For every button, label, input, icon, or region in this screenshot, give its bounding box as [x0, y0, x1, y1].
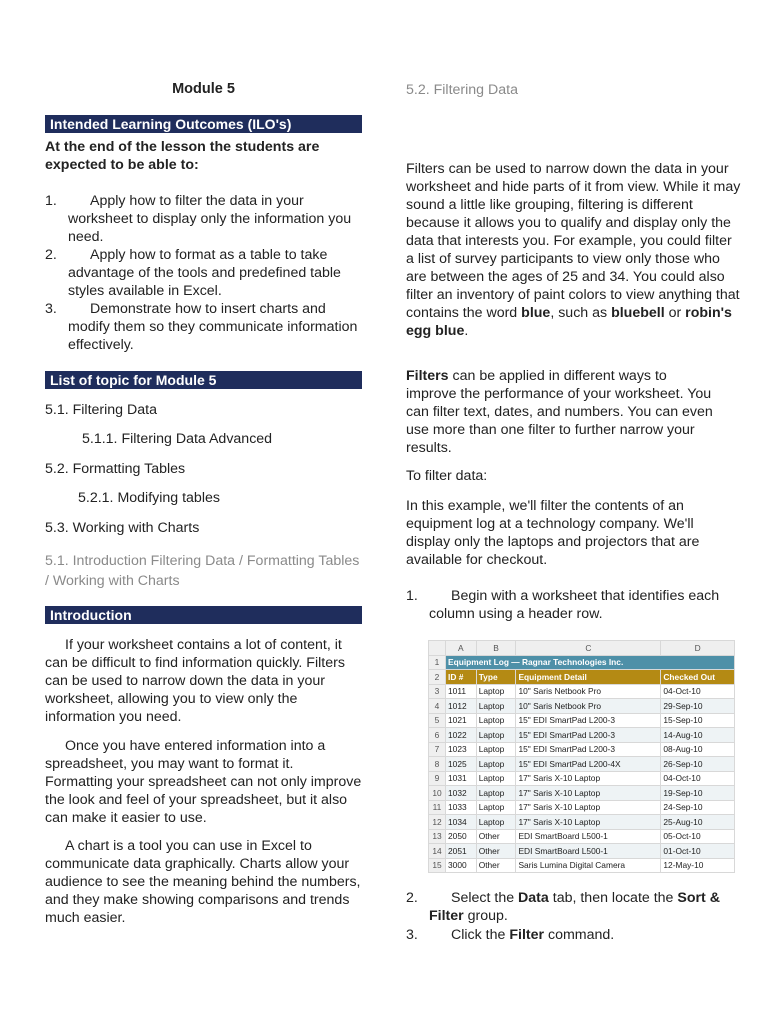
- table-cell: 08-Aug-10: [661, 742, 735, 757]
- table-cell: 1021: [446, 713, 477, 728]
- table-row: [429, 771, 735, 786]
- table-cell: 01-Oct-10: [661, 844, 735, 859]
- table-cell: 15" EDI SmartPad L200-4X: [516, 757, 661, 772]
- column-header: Equipment Detail: [516, 670, 661, 685]
- table-cell: Laptop: [476, 699, 516, 714]
- row-number: 14: [429, 844, 446, 859]
- table-row: [429, 800, 735, 815]
- table-cell: 05-Oct-10: [661, 829, 735, 844]
- table-cell: 26-Sep-10: [661, 757, 735, 772]
- row-number: 9: [429, 771, 446, 786]
- table-cell: 24-Sep-10: [661, 800, 735, 815]
- example-paragraph: In this example, we'll filter the contents of an equipment log at a technology company. We'll display only the laptops and projectors that are available for checkout.: [406, 498, 700, 568]
- table-cell: 15" EDI SmartPad L200-3: [516, 728, 661, 743]
- intro-paragraph: Once you have entered information into a spreadsheet, you may want to format it. Formatting your spreadsheet can not only improve the look and feel of your spreadsheet, but it also can make it easier to use.: [45, 738, 362, 826]
- table-cell: 17" Saris X-10 Laptop: [516, 800, 661, 815]
- introduction-banner: Introduction: [45, 606, 362, 624]
- row-number: 3: [429, 684, 446, 699]
- table-cell: Other: [476, 844, 516, 859]
- row-number: 7: [429, 742, 446, 757]
- column-letter: A: [446, 641, 477, 656]
- topic-item: 5.1. Filtering Data: [45, 402, 157, 418]
- table-cell: Laptop: [476, 757, 516, 772]
- topics-banner: List of topic for Module 5: [45, 371, 362, 389]
- table-row: [429, 728, 735, 743]
- table-cell: Laptop: [476, 742, 516, 757]
- intro-paragraph: A chart is a tool you can use in Excel to communicate data graphically. Charts allow your audience to see the meaning behind the numbers, and they make showing comparisons and trends much easier.: [45, 838, 361, 926]
- table-cell: 1031: [446, 771, 477, 786]
- row-number: 13: [429, 829, 446, 844]
- table-cell: 17" Saris X-10 Laptop: [516, 771, 661, 786]
- table-cell: 1022: [446, 728, 477, 743]
- column-letters-row: [429, 641, 735, 656]
- table-cell: Laptop: [476, 684, 516, 699]
- sheet-title-row: [429, 655, 735, 670]
- topic-item: 5.2. Formatting Tables: [45, 461, 186, 477]
- row-number: 15: [429, 858, 446, 873]
- column-letter: B: [476, 641, 516, 656]
- table-cell: 12-May-10: [661, 858, 735, 873]
- table-cell: 15-Sep-10: [661, 713, 735, 728]
- table-cell: 1023: [446, 742, 477, 757]
- table-cell: Laptop: [476, 815, 516, 830]
- table-cell: Laptop: [476, 771, 516, 786]
- table-cell: Saris Lumina Digital Camera: [516, 858, 661, 873]
- table-cell: 04-Oct-10: [661, 684, 735, 699]
- table-row: [429, 684, 735, 699]
- table-cell: 1032: [446, 786, 477, 801]
- row-number: 6: [429, 728, 446, 743]
- column-header: ID #: [446, 670, 477, 685]
- filters-apply-paragraph: Filters can be applied in different ways to improve the performance of your worksheet. You can filter text, dates, and numbers. You can even use more than one filter to further narrow your results.: [406, 368, 713, 456]
- section-title: 5.2. Filtering Data: [406, 82, 518, 98]
- table-cell: 1012: [446, 699, 477, 714]
- topics-subtitle: 5.1. Introduction Filtering Data / Formatting Tables / Working with Charts: [45, 553, 360, 589]
- table-cell: 19-Sep-10: [661, 786, 735, 801]
- table-row: [429, 829, 735, 844]
- table-cell: Laptop: [476, 728, 516, 743]
- table-cell: 04-Oct-10: [661, 771, 735, 786]
- table-row: [429, 757, 735, 772]
- sheet-title: Equipment Log — Ragnar Technologies Inc.: [446, 655, 735, 670]
- table-cell: Other: [476, 829, 516, 844]
- table-row: [429, 742, 735, 757]
- table-cell: 10" Saris Netbook Pro: [516, 684, 661, 699]
- column-header: Checked Out: [661, 670, 735, 685]
- ilo-intro: At the end of the lesson the students are expected to be able to:: [45, 139, 320, 173]
- table-row: [429, 699, 735, 714]
- table-cell: Other: [476, 858, 516, 873]
- table-row: [429, 815, 735, 830]
- column-letter: C: [516, 641, 661, 656]
- column-header: Type: [476, 670, 516, 685]
- table-cell: 25-Aug-10: [661, 815, 735, 830]
- topic-item: 5.3. Working with Charts: [45, 520, 200, 536]
- table-cell: Laptop: [476, 786, 516, 801]
- table-cell: 2050: [446, 829, 477, 844]
- ilo-item: 3. Demonstrate how to insert charts and modify them so they communicate information effectively.: [45, 301, 358, 353]
- table-cell: 10" Saris Netbook Pro: [516, 699, 661, 714]
- table-cell: Laptop: [476, 800, 516, 815]
- ilo-list: [45, 192, 362, 354]
- sheet-header-row: [429, 670, 735, 685]
- row-number: 11: [429, 800, 446, 815]
- row-number: 2: [429, 670, 446, 685]
- table-cell: 1011: [446, 684, 477, 699]
- table-cell: 1034: [446, 815, 477, 830]
- table-cell: 17" Saris X-10 Laptop: [516, 815, 661, 830]
- table-cell: 1033: [446, 800, 477, 815]
- column-letter: D: [661, 641, 735, 656]
- table-cell: EDI SmartBoard L500-1: [516, 829, 661, 844]
- table-cell: 29-Sep-10: [661, 699, 735, 714]
- step-3: 3. Click the Filter command.: [406, 927, 615, 943]
- table-cell: 14-Aug-10: [661, 728, 735, 743]
- equipment-log-spreadsheet: [428, 640, 735, 873]
- ilo-item: 1. Apply how to filter the data in your worksheet to display only the information you need.: [45, 193, 352, 245]
- step-2: 2. Select the Data tab, then locate the Sort & Filter group.: [406, 890, 720, 924]
- row-number: 8: [429, 757, 446, 772]
- to-filter-label: To filter data:: [406, 468, 488, 484]
- filters-paragraph: Filters can be used to narrow down the data in your worksheet and hide parts of it from view. While it may sound a little like grouping, filtering is different because it allows you to qualify and display only the data that interests you. For example, you could filter a list of survey participants to view only those who are between the ages of 25 and 34. You could also filter an inventory of paint colors to view anything that contains the word blue, such as bluebell or robin's egg blue.: [406, 161, 741, 339]
- ilo-banner: Intended Learning Outcomes (ILO's): [45, 115, 362, 133]
- table-cell: Laptop: [476, 713, 516, 728]
- corner-cell: [429, 641, 446, 656]
- row-number: 5: [429, 713, 446, 728]
- table-row: [429, 786, 735, 801]
- table-cell: 3000: [446, 858, 477, 873]
- table-cell: 15" EDI SmartPad L200-3: [516, 742, 661, 757]
- table-cell: EDI SmartBoard L500-1: [516, 844, 661, 859]
- table-row: [429, 844, 735, 859]
- row-number: 4: [429, 699, 446, 714]
- table-cell: 15" EDI SmartPad L200-3: [516, 713, 661, 728]
- table-row: [429, 713, 735, 728]
- table-row: [429, 858, 735, 873]
- topic-subitem: 5.1.1. Filtering Data Advanced: [82, 431, 273, 447]
- table-cell: 2051: [446, 844, 477, 859]
- topic-subitem: 5.2.1. Modifying tables: [78, 490, 220, 506]
- intro-paragraph: If your worksheet contains a lot of content, it can be difficult to find information quickly. Filters can be used to narrow down the data in your worksheet, allowing you to view only the information you need.: [45, 637, 345, 725]
- row-number: 12: [429, 815, 446, 830]
- step-1: 1. Begin with a worksheet that identifies each column using a header row.: [406, 588, 720, 622]
- row-number: 1: [429, 655, 446, 670]
- row-number: 10: [429, 786, 446, 801]
- ilo-item: 2. Apply how to format as a table to take advantage of the tools and predefined table styles available in Excel.: [45, 247, 341, 299]
- table-cell: 17" Saris X-10 Laptop: [516, 786, 661, 801]
- table-cell: 1025: [446, 757, 477, 772]
- module-title: Module 5: [172, 81, 235, 97]
